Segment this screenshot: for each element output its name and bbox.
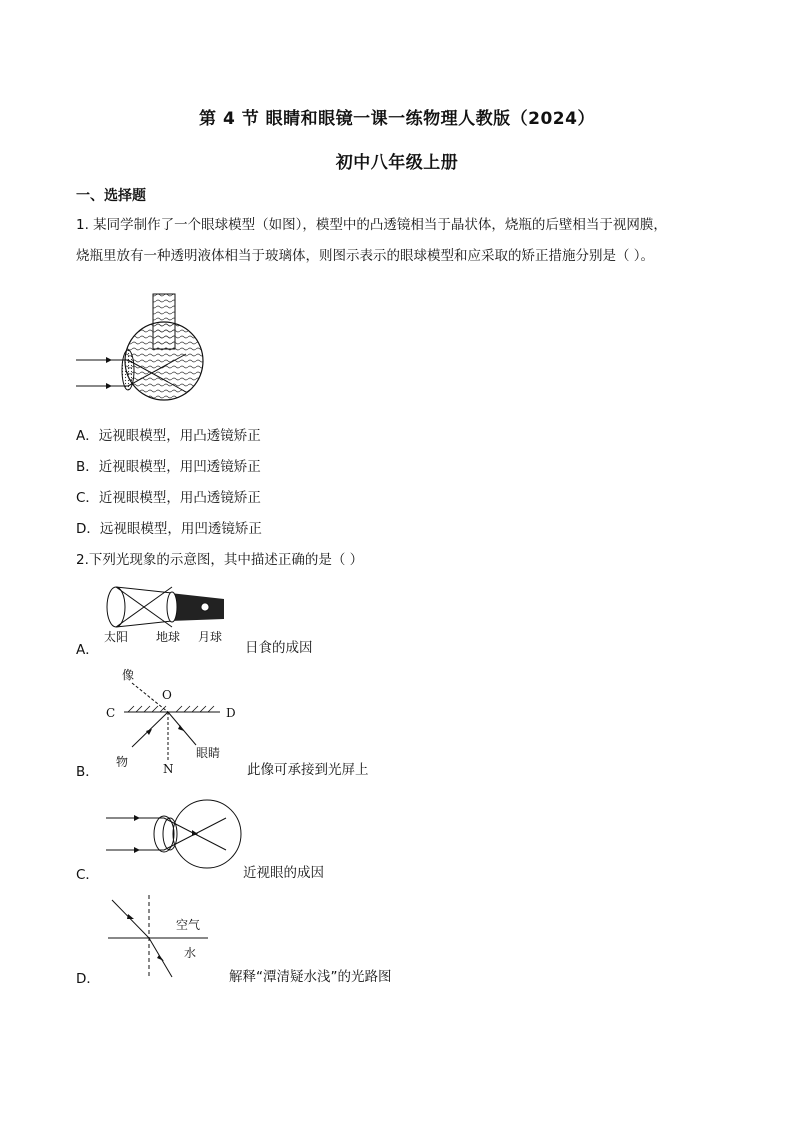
question2-option-a-letter[interactable]: A．	[76, 642, 99, 658]
label-object: 物	[116, 755, 129, 769]
question1-line2: 烧瓶里放有一种透明液体相当于玻璃体，则图示表示的眼球模型和应采取的矫正措施分别是（ ）。	[76, 248, 655, 264]
label-n: N	[163, 762, 174, 776]
question1-option-b[interactable]: B．近视眼模型，用凹透镜矫正	[76, 459, 261, 475]
label-o: O	[162, 688, 172, 702]
question1-line1: 1. 某同学制作了一个眼球模型（如图），模型中的凸透镜相当于晶状体，烧瓶的后壁相当于视网膜，	[76, 217, 667, 233]
label-earth: 地球	[156, 630, 181, 644]
label-eye: 眼睛	[196, 746, 221, 760]
question1-option-d[interactable]: D．远视眼模型，用凹透镜矫正	[76, 521, 262, 537]
question2-option-d-letter[interactable]: D．	[76, 971, 100, 987]
mirror-figure	[104, 665, 244, 775]
question1-option-c[interactable]: C．近视眼模型，用凸透镜矫正	[76, 490, 261, 506]
question2-option-b-caption[interactable]: 此像可承接到光屏上	[247, 762, 369, 778]
question2-option-c-letter[interactable]: C．	[76, 867, 99, 883]
refraction-figure	[104, 895, 214, 980]
myopia-eye-figure	[104, 800, 244, 875]
eclipse-figure	[104, 585, 234, 647]
label-c: C	[106, 706, 116, 720]
label-image: 像	[122, 668, 135, 682]
label-d: D	[226, 706, 236, 720]
question2-option-b-letter[interactable]: B．	[76, 764, 99, 780]
label-water: 水	[184, 946, 197, 960]
question2-option-a-caption[interactable]: 日食的成因	[245, 640, 313, 656]
page-title: 第 4 节 眼睛和眼镜一课一练物理人教版（2024）	[199, 109, 595, 129]
question2-option-c-caption[interactable]: 近视眼的成因	[243, 865, 324, 881]
label-air: 空气	[176, 918, 201, 932]
question2-option-d-caption[interactable]: 解释“潭清疑水浅”的光路图	[229, 969, 392, 985]
label-sun: 太阳	[104, 630, 129, 644]
section-heading: 一、选择题	[76, 188, 146, 204]
eye-model-figure	[76, 292, 216, 407]
label-moon: 月球	[198, 630, 223, 644]
question2-stem: 2.下列光现象的示意图，其中描述正确的是（ ）	[76, 552, 364, 568]
question1-option-a[interactable]: A．远视眼模型，用凸透镜矫正	[76, 428, 261, 444]
page-subtitle: 初中八年级上册	[335, 153, 459, 173]
